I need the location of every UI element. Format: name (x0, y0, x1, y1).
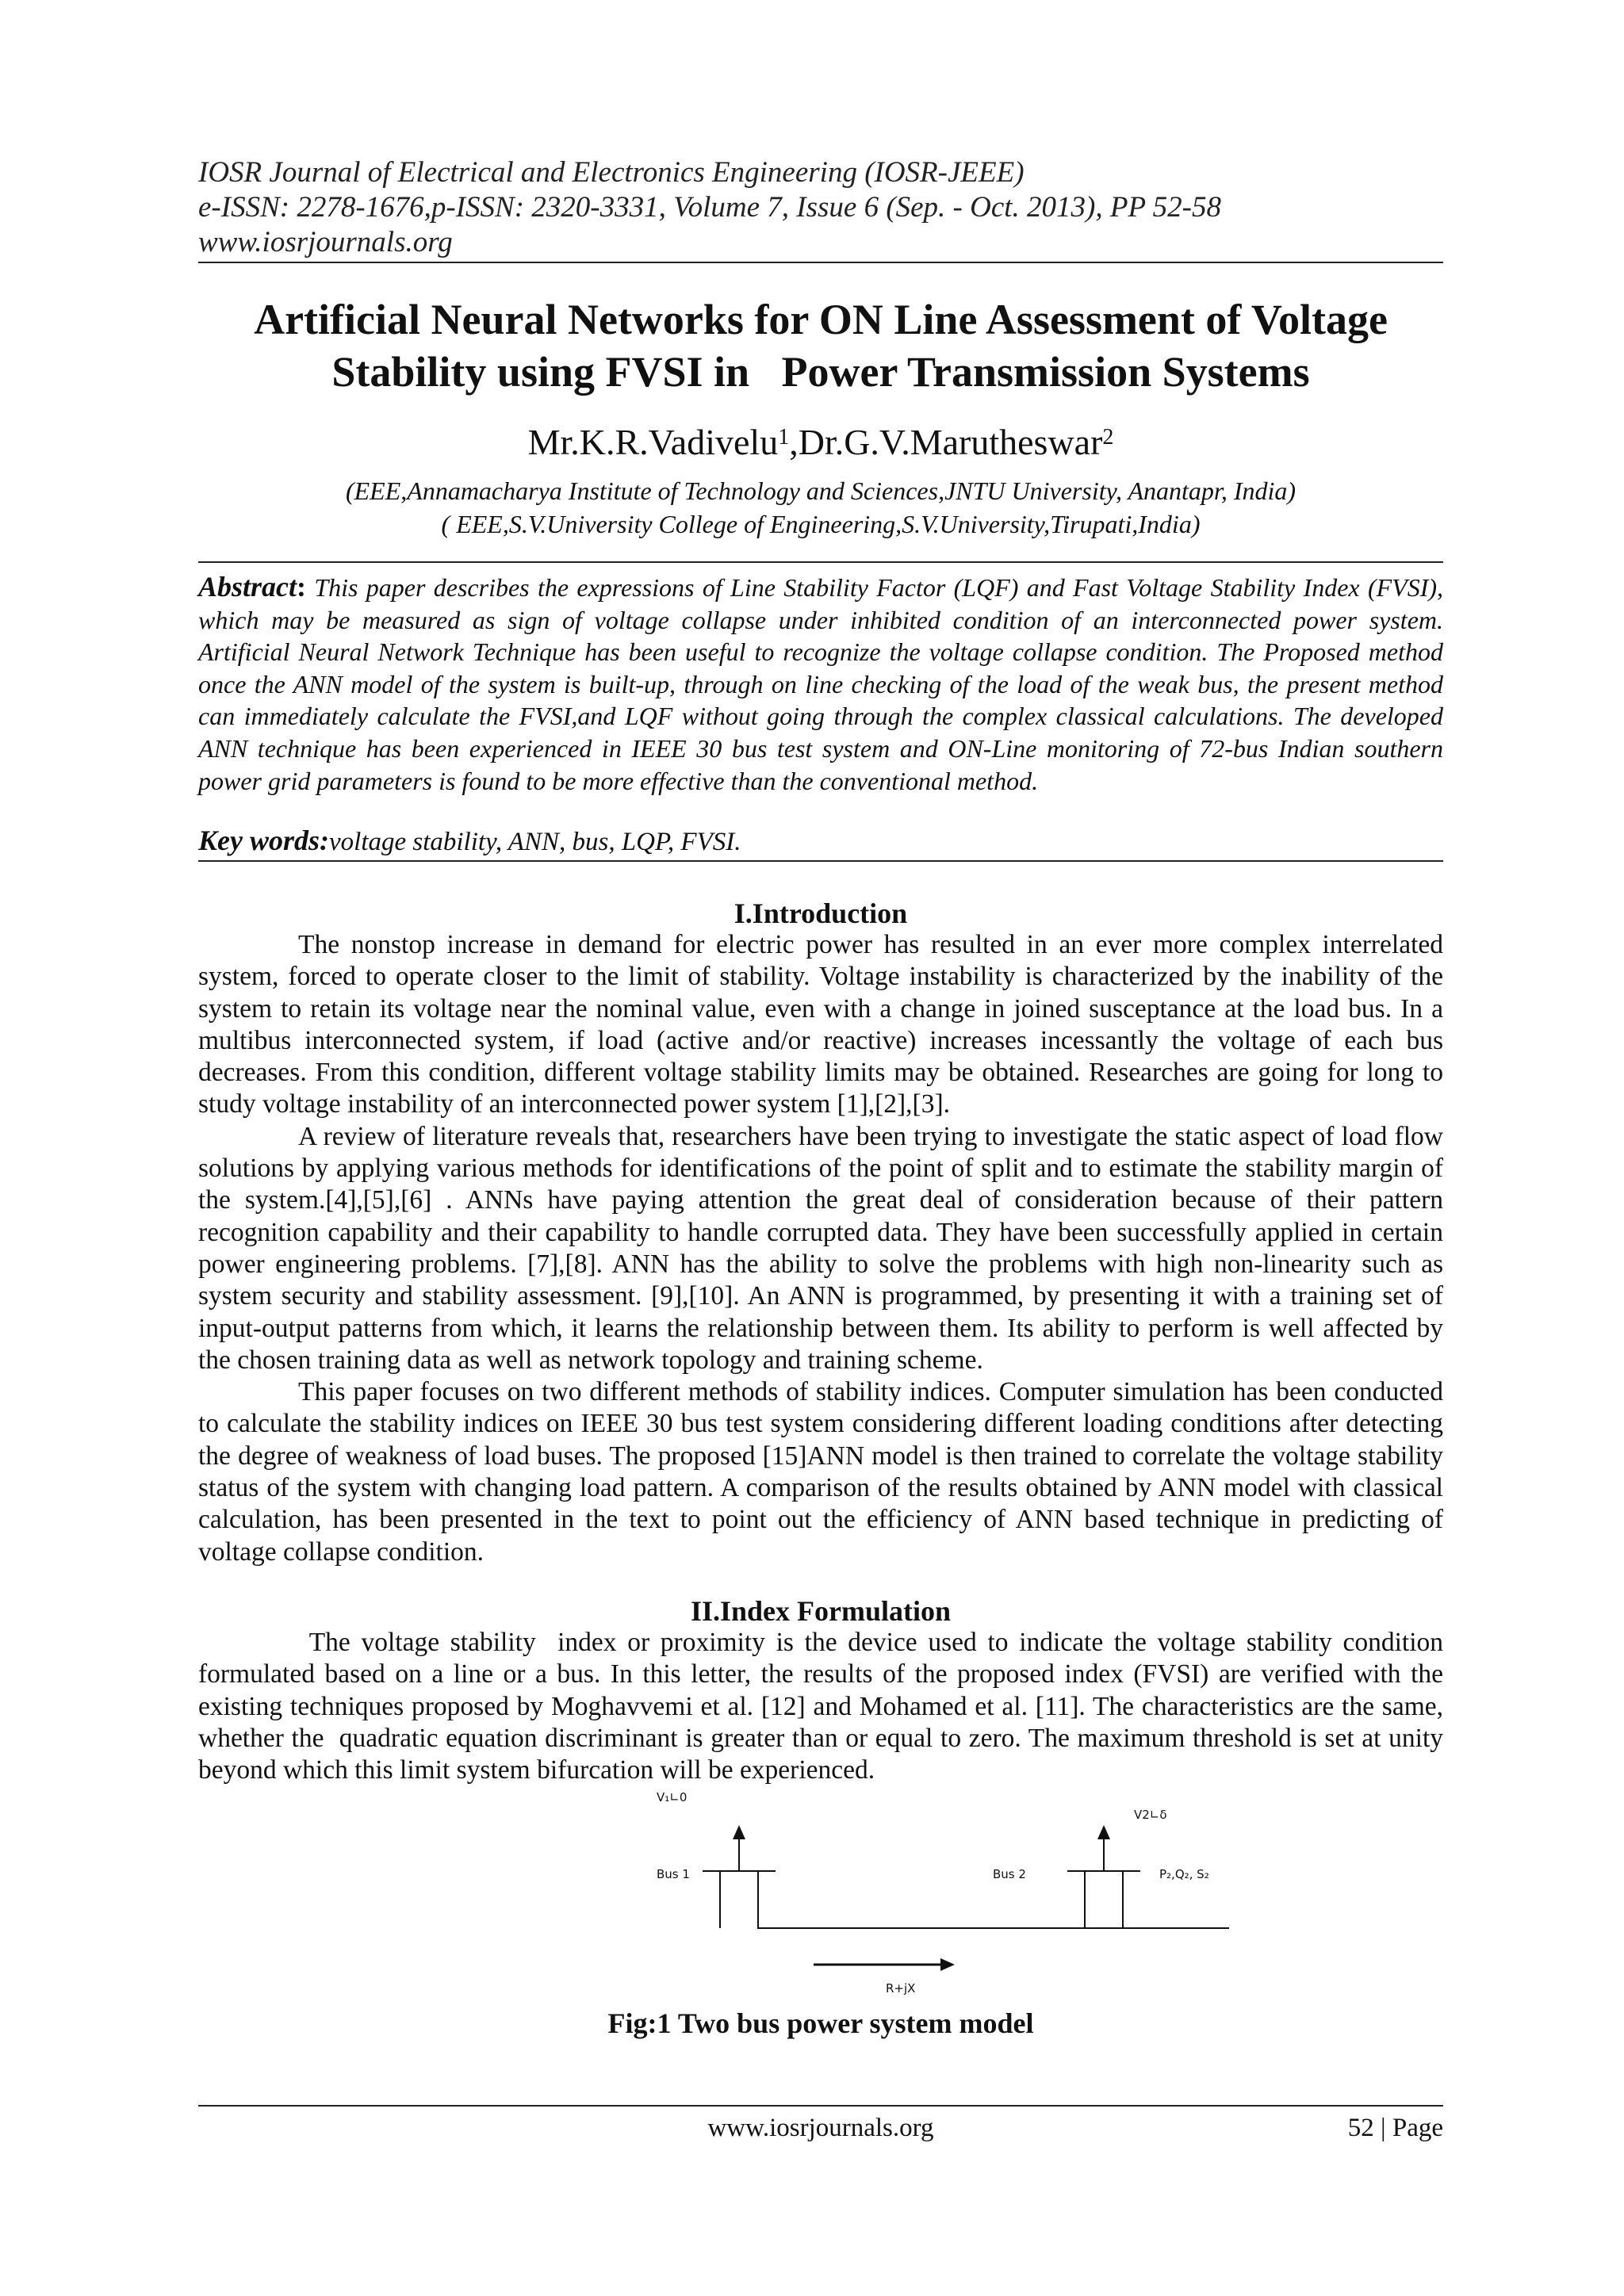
section-heading-introduction: I.Introduction (733, 897, 908, 929)
v1-label: V₁∟0 (657, 1790, 688, 1804)
author-list (198, 420, 1443, 465)
two-bus-diagram (626, 1784, 1245, 1998)
section-heading-index-formulation: II.Index Formulation (690, 1595, 952, 1627)
journal-issn: e-ISSN: 2278-1676,p-ISSN: 2320-3331, Volume 7, Issue 6 (Sep. - Oct. 2013), PP 52-58 (198, 191, 1221, 224)
bus1-voltage-arrow (733, 1825, 745, 1871)
paragraph: The voltage stability index or proximity is the device used to indicate the voltage stability condition formulated based on a line or a bus. In this letter, the results of the proposed index (FVSI) are verified with the existing techniques proposed by Moghavvemi et al. [12] and Mohamed et al. [11]. The characteristics are the same, whether the quadratic equation discriminant is greater than or equal to zero. The maximum threshold is set at unity beyond which this limit system bifurcation will be experienced. (198, 1628, 1450, 1785)
affiliations (198, 474, 1443, 541)
bus2-label: Bus 2 (993, 1867, 1026, 1881)
keywords-text: voltage stability, ANN, bus, LQP, FVSI. (329, 828, 741, 856)
footer-rule (198, 2105, 1443, 2107)
bus2-symbol (1067, 1871, 1140, 1928)
paper-title (198, 293, 1443, 398)
paragraph: This paper focuses on two different methods of stability indices. Computer simulation has been conducted to calculate the stability indices on IEEE 30 bus test system considering different loading conditions after detecting the degree of weakness of load buses. The proposed [15]ANN model is then trained to correlate the voltage stability status of the system with changing load pattern. A comparison of the results obtained by ANN model with classical calculation, has been presented in the text to point out the efficiency of ANN based technique in predicting of voltage collapse condition. (198, 1377, 1443, 1567)
journal-name: IOSR Journal of Electrical and Electronics Engineering (IOSR-JEEE) (198, 156, 1025, 189)
load-label: P₂,Q₂, S₂ (1159, 1867, 1209, 1881)
abstract-bottom-rule (198, 860, 1443, 862)
introduction-body (198, 929, 1443, 1568)
page-footer (198, 2109, 1443, 2147)
two-bus-diagram-svg (626, 1784, 1245, 1998)
author-2: ,Dr.G.V.Marutheswar (789, 422, 1103, 462)
title-line-2: Stability using FVSI in Power Transmission Systems (331, 348, 1310, 396)
page-number: 52 | Page (1347, 2114, 1443, 2142)
author-1-affil-marker: 1 (778, 425, 790, 450)
keywords-label: Key words: (198, 825, 329, 856)
journal-header (198, 155, 1443, 260)
abstract (198, 571, 1443, 797)
bus2-voltage-arrow (1097, 1825, 1110, 1871)
abstract-text: This paper describes the expressions of Line Stability Factor (LQF) and Fast Voltage Stability Index (FVSI), which may be measured as sign of voltage collapse under inhibited condition of an interconnected power system. Artificial Neural Network Technique has been useful to recognize the voltage collapse condition. The Proposed method once the ANN model of the system is built-up, through on line checking of the load of the weak bus, the present method can immediately calculate the FVSI,and LQF without going through the complex classical calculations. The developed ANN technique has been experienced in IEEE 30 bus test system and ON-Line monitoring of 72-bus Indian southern power grid parameters is found to be more effective than the conventional method. (198, 573, 1443, 795)
abstract-top-rule (198, 561, 1443, 563)
keywords (198, 825, 1443, 858)
affiliation-1: (EEE,Annamacharya Institute of Technology and Sciences,JNTU University, Anantapr, India) (345, 476, 1297, 505)
title-line-1: Artificial Neural Networks for ON Line Assessment of Voltage (254, 296, 1388, 343)
footer-website: www.iosrjournals.org (707, 2114, 934, 2142)
impedance-label: R+jX (886, 1981, 916, 1996)
affiliation-2: ( EEE,S.V.University College of Engineering,S.V.University,Tirupati,India) (441, 510, 1201, 538)
power-flow-arrow (814, 1958, 955, 1971)
header-rule (198, 262, 1443, 263)
author-2-affil-marker: 2 (1102, 425, 1114, 450)
paragraph: A review of literature reveals that, researchers have been trying to investigate the static aspect of load flow solutions by applying various methods for identifications of the point of split and to estimate the stability margin of the system.[4],[5],[6] . ANNs have paying attention the great deal of consideration because of their pattern recognition capability and their capability to handle corrupted data. They have been successfully applied in certain power engineering problems. [7],[8]. ANN has the ability to solve the problems with high non-linearity such as system security and stability assessment. [9],[10]. An ANN is programmed, by presenting it with a training set of input-output patterns from which, it learns the relationship between them. Its ability to perform is well affected by the chosen training data as well as network topology and training scheme. (198, 1121, 1443, 1375)
v2-label: V2∟δ (1134, 1808, 1167, 1822)
abstract-colon: : (297, 571, 307, 603)
bus1-symbol (703, 1871, 1229, 1928)
index-formulation-body (198, 1627, 1450, 1786)
bus1-label: Bus 1 (657, 1867, 690, 1881)
author-1: Mr.K.R.Vadivelu (527, 422, 779, 462)
paragraph: The nonstop increase in demand for electric power has resulted in an ever more complex interrelated system, forced to operate closer to the limit of stability. Voltage instability is characterized by the inability of the system to retain its voltage near the nominal value, even with a change in joined susceptance at the load bus. In a multibus interconnected system, if load (active and/or reactive) increases incessantly the voltage of each bus decreases. From this condition, different voltage stability limits may be obtained. Researches are going for long to study voltage instability of an interconnected power system [1],[2],[3]. (198, 930, 1443, 1119)
journal-website: www.iosrjournals.org (198, 226, 453, 258)
figure-caption: Fig:1 Two bus power system model (607, 2007, 1034, 2039)
abstract-label: Abstract (198, 571, 297, 603)
